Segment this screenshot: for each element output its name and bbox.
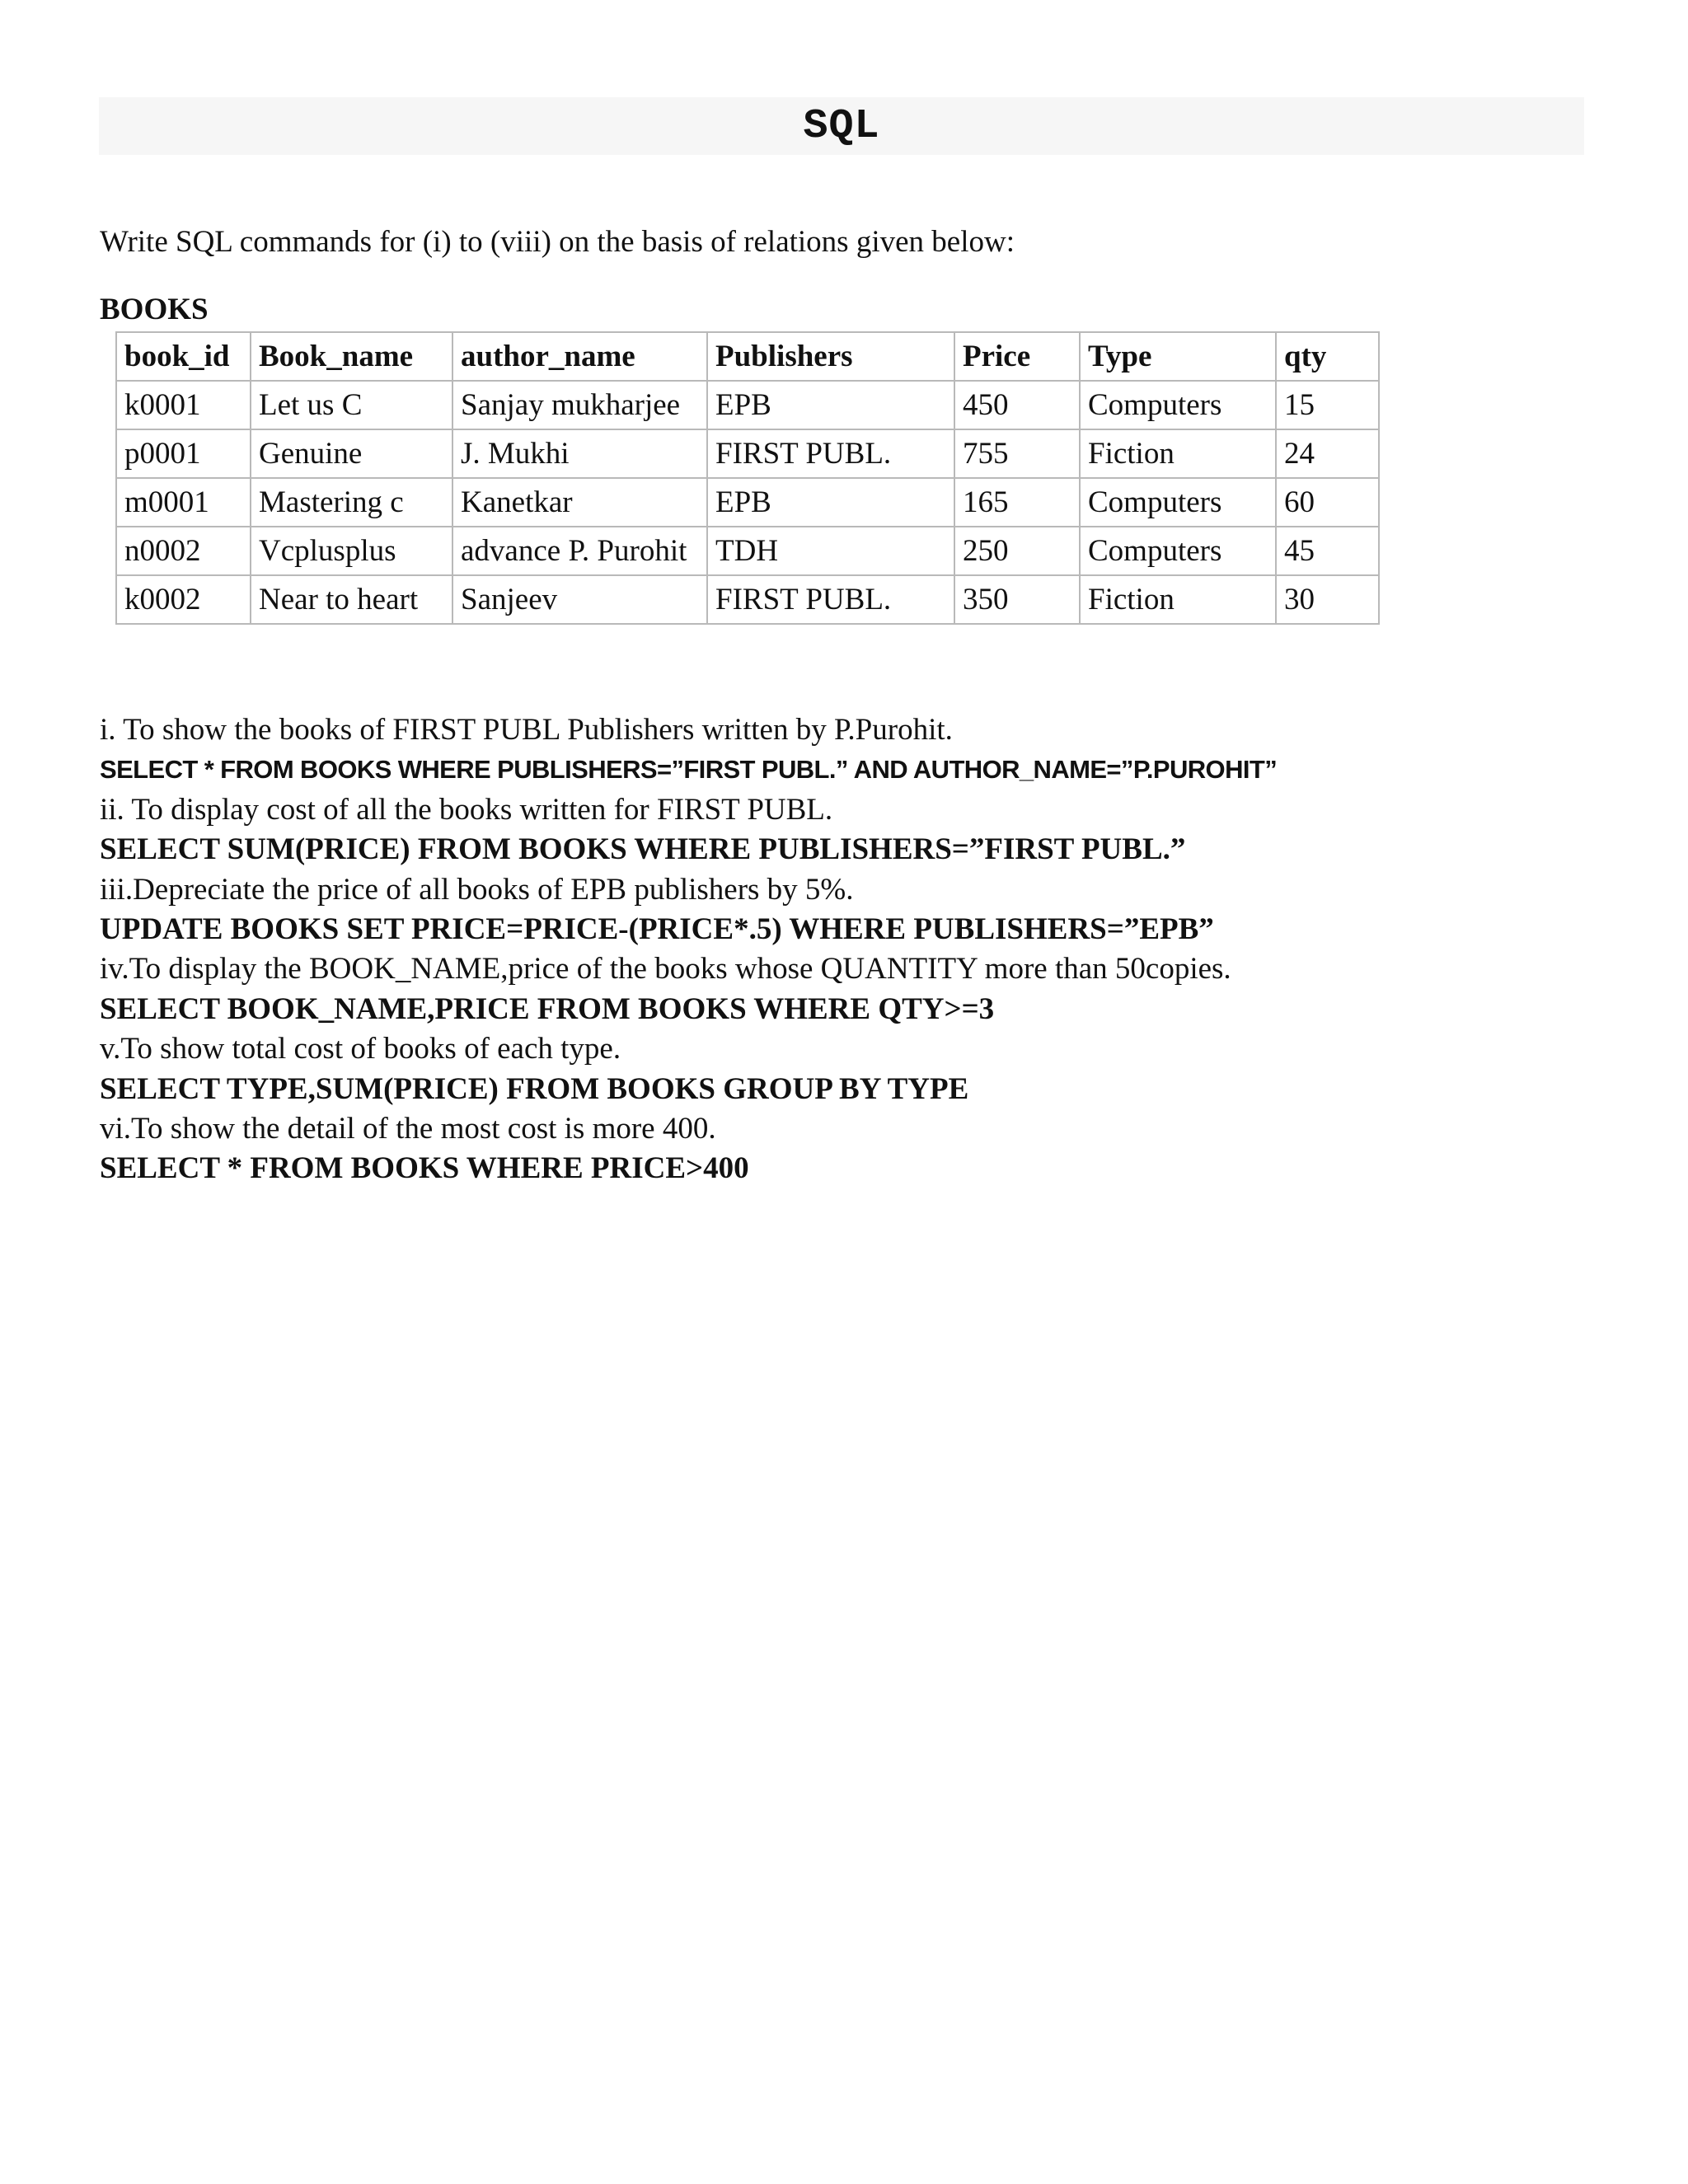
table-cell: 755 — [954, 429, 1080, 478]
answer-2: SELECT SUM(PRICE) FROM BOOKS WHERE PUBLISHERS=”FIRST PUBL.” — [100, 832, 1186, 867]
question-1: i. To show the books of FIRST PUBL Publishers written by P.Purohit. — [100, 713, 953, 747]
question-answer-list — [100, 710, 1567, 1189]
answer-4: SELECT BOOK_NAME,PRICE FROM BOOKS WHERE QTY>=3 — [100, 991, 995, 1026]
answer-6: SELECT * FROM BOOKS WHERE PRICE>400 — [100, 1151, 749, 1186]
table-cell: k0002 — [116, 575, 251, 624]
question-3: iii.Depreciate the price of all books of EPB publishers by 5%. — [100, 872, 854, 907]
question-6: vi.To show the detail of the most cost is more 400. — [100, 1111, 716, 1146]
table-cell: m0001 — [116, 478, 251, 527]
table-cell: advance P. Purohit — [452, 527, 707, 575]
books-table — [115, 331, 1380, 625]
table-cell: 24 — [1276, 429, 1379, 478]
table-cell: p0001 — [116, 429, 251, 478]
table-cell: Computers — [1080, 478, 1276, 527]
question-4: iv.To display the BOOK_NAME,price of the books whose QUANTITY more than 50copies. — [100, 952, 1231, 987]
table-cell: Fiction — [1080, 429, 1276, 478]
answer-5: SELECT TYPE,SUM(PRICE) FROM BOOKS GROUP BY TYPE — [100, 1071, 969, 1106]
table-cell: EPB — [707, 478, 954, 527]
question-5: v.To show total cost of books of each type. — [100, 1032, 621, 1066]
table-row — [116, 478, 1379, 527]
table-cell: Mastering c — [251, 478, 452, 527]
table-cell: J. Mukhi — [452, 429, 707, 478]
table-cell: 165 — [954, 478, 1080, 527]
table-cell: 30 — [1276, 575, 1379, 624]
table-cell: FIRST PUBL. — [707, 575, 954, 624]
column-header: Book_name — [251, 332, 452, 381]
table-cell: 15 — [1276, 381, 1379, 429]
column-header: Publishers — [707, 332, 954, 381]
table-cell: n0002 — [116, 527, 251, 575]
table-cell: FIRST PUBL. — [707, 429, 954, 478]
column-header: qty — [1276, 332, 1379, 381]
table-cell: Fiction — [1080, 575, 1276, 624]
table-cell: 450 — [954, 381, 1080, 429]
answer-1: SELECT * FROM BOOKS WHERE PUBLISHERS=”FIRST PUBL.” AND AUTHOR_NAME=”P.PUROHIT” — [100, 755, 1278, 785]
table-cell: 60 — [1276, 478, 1379, 527]
table-name: BOOKS — [100, 293, 209, 326]
table-cell: 250 — [954, 527, 1080, 575]
table-cell: 45 — [1276, 527, 1379, 575]
column-header: Type — [1080, 332, 1276, 381]
table-cell: Let us C — [251, 381, 452, 429]
intro-text: Write SQL commands for (i) to (viii) on the basis of relations given below: — [100, 225, 1015, 259]
table-cell: Sanjay mukharjee — [452, 381, 707, 429]
table-cell: TDH — [707, 527, 954, 575]
column-header: Price — [954, 332, 1080, 381]
question-2: ii. To display cost of all the books written for FIRST PUBL. — [100, 792, 833, 827]
table-cell: EPB — [707, 381, 954, 429]
table-row — [116, 381, 1379, 429]
table-cell: Kanetkar — [452, 478, 707, 527]
table-cell: 350 — [954, 575, 1080, 624]
answer-3: UPDATE BOOKS SET PRICE=PRICE-(PRICE*.5) WHERE PUBLISHERS=”EPB” — [100, 912, 1214, 946]
table-cell: Genuine — [251, 429, 452, 478]
page-title: SQL — [803, 102, 880, 150]
column-header: book_id — [116, 332, 251, 381]
table-cell: k0001 — [116, 381, 251, 429]
table-cell: Near to heart — [251, 575, 452, 624]
table-row — [116, 429, 1379, 478]
title-bar — [99, 97, 1584, 155]
table-cell: Computers — [1080, 527, 1276, 575]
table-cell: Computers — [1080, 381, 1276, 429]
table-header-row — [116, 332, 1379, 381]
table-cell: Sanjeev — [452, 575, 707, 624]
table-cell: Vcplusplus — [251, 527, 452, 575]
table-row — [116, 527, 1379, 575]
table-row — [116, 575, 1379, 624]
column-header: author_name — [452, 332, 707, 381]
